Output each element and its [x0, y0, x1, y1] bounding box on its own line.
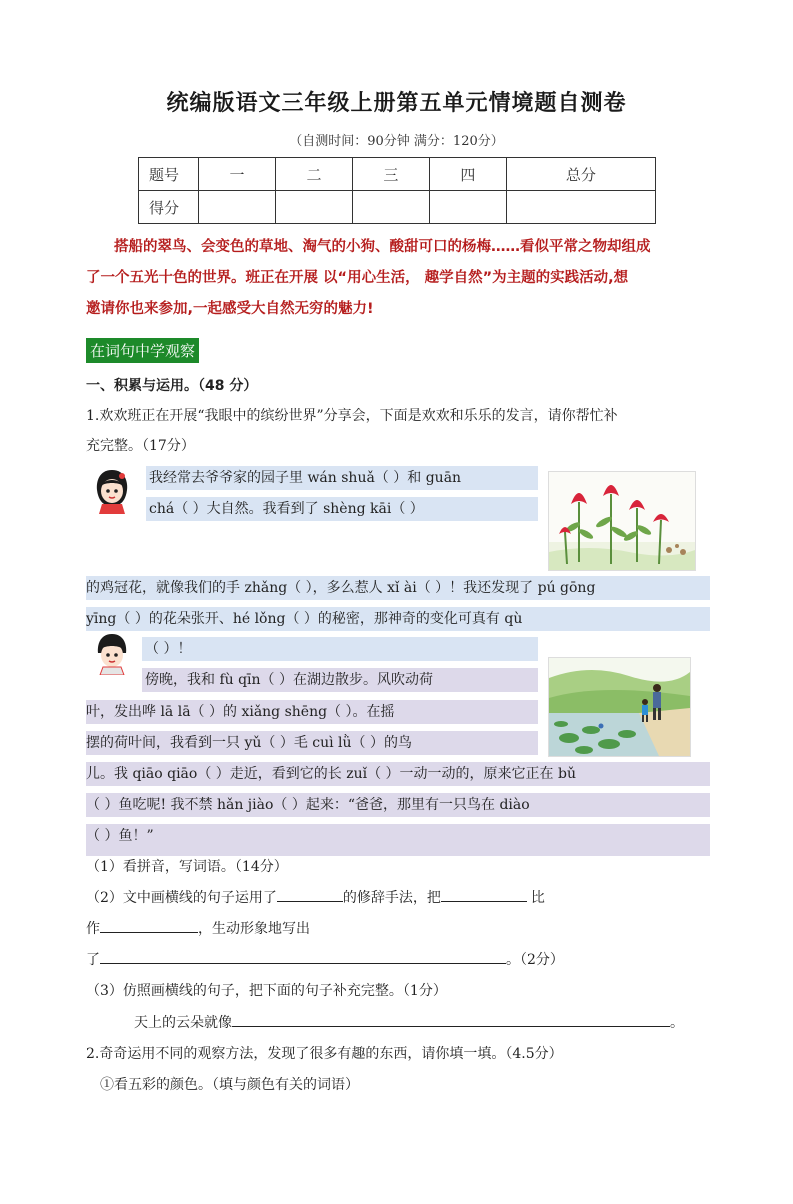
lele-speech-line: 摆的荷叶间，我看到一只 yǔ（ ）毛 cuì lǜ（ ）的鸟 [86, 731, 538, 755]
huanhuan-speech-line: 我经常去爷爷家的园子里 wán shuǎ（ ）和 guān [146, 466, 538, 490]
sub-question-2-cont [86, 918, 310, 940]
lake-walk-image [548, 657, 691, 757]
section-title: 一、积累与运用。（48 分） [86, 378, 258, 394]
page-title: 统编版语文三年级上册第五单元情境题自测卷 [166, 91, 627, 116]
score-header-4: 四 [429, 158, 506, 191]
section-heading-banner: 在词句中学观察 [86, 338, 199, 363]
huanhuan-speech-line: yīng（ ）的花朵张开、hé lǒng（ ）的秘密，那神奇的变化可真有 qù [86, 607, 710, 631]
sub-question-2-text: 的修辞手法，把 [342, 890, 441, 906]
score-cell[interactable] [429, 191, 506, 224]
intro-paragraph [86, 232, 710, 325]
answer-blank-subject[interactable] [441, 888, 527, 902]
lele-speech-line: （ ）鱼！” [86, 824, 710, 856]
girl-avatar-icon [92, 468, 132, 514]
score-header-3: 三 [352, 158, 429, 191]
question-1-line: 充完整。（17分） [86, 438, 195, 454]
score-cell[interactable] [506, 191, 655, 224]
intro-line: 邀请你也来参加,一起感受大自然无穷的魅力! [86, 301, 374, 317]
intro-line: 搭船的翠鸟、会变色的草地、淘气的小狗、酸甜可口的杨梅……看似平常之物却组成 [114, 239, 651, 255]
score-cell[interactable] [199, 191, 276, 224]
score-cell[interactable] [352, 191, 429, 224]
answer-blank-object[interactable] [100, 919, 198, 933]
sub-question-2-text: （2）文中画横线的句子运用了 [86, 890, 277, 906]
sub-question-3: （3）仿照画横线的句子，把下面的句子补充完整。（1分） [86, 983, 447, 999]
score-cell[interactable] [275, 191, 352, 224]
lele-speech-line: （ ）鱼吃呢! 我不禁 hǎn jiào（ ）起来：“爸爸，那里有一只鸟在 diào [86, 793, 710, 817]
sub-question-2 [86, 887, 545, 909]
question-1-line: 1.欢欢班正在开展“我眼中的缤纷世界”分享会，下面是欢欢和乐乐的发言，请你帮忙补 [86, 408, 618, 424]
cockscomb-flower-image [548, 471, 696, 571]
lele-speech-line: 叶，发出哗 lā lā（ ）的 xiǎng shēng（ ）。在摇 [86, 700, 538, 724]
score-header-0: 题号 [139, 158, 199, 191]
score-header-1: 一 [199, 158, 276, 191]
score-row-label: 得分 [139, 191, 199, 224]
page-subtitle: （自测时间：90分钟 满分：120分） [289, 134, 504, 149]
score-table [138, 157, 656, 224]
answer-blank-cloud[interactable] [232, 1013, 670, 1027]
sub-question-2-text: 了 [86, 952, 100, 968]
sub-question-2-text: 。（2分） [506, 952, 564, 968]
huanhuan-speech-line: chá（ ）大自然。我看到了 shèng kāi（ ） [146, 497, 538, 521]
answer-blank-rhetoric[interactable] [277, 888, 343, 902]
sub-question-2-cont [86, 949, 564, 971]
sub-question-2-text: ，生动形象地写出 [198, 921, 310, 937]
boy-avatar-icon [92, 631, 132, 675]
question-2-item-1: ①看五彩的颜色。（填与颜色有关的词语） [100, 1077, 359, 1093]
answer-blank-description[interactable] [100, 950, 506, 964]
huanhuan-speech-line: （ ）！ [142, 637, 538, 661]
sub-question-3-answer [134, 1012, 684, 1034]
question-2: 2.奇奇运用不同的观察方法，发现了很多有趣的东西，请你填一填。（4.5分） [86, 1046, 563, 1062]
intro-line: 了一个五光十色的世界。班正在开展 以“用心生活， 趣学自然”为主题的实践活动,想 [86, 270, 629, 286]
lele-speech-line: 儿。我 qiāo qiāo（ ）走近，看到它的长 zuǐ（ ）一动一动的，原来它正在 bǔ [86, 762, 710, 786]
sub-question-3-text: 。 [670, 1015, 684, 1031]
score-header-5: 总分 [506, 158, 655, 191]
sub-question-2-text: 比 [530, 890, 545, 906]
sub-question-3-text: 天上的云朵就像 [134, 1015, 232, 1031]
sub-question-1: （1）看拼音，写词语。（14分） [86, 859, 288, 875]
score-header-2: 二 [275, 158, 352, 191]
huanhuan-speech-line: 的鸡冠花，就像我们的手 zhǎng（ ），多么惹人 xǐ ài（ ）！我还发现了 pú gōng [86, 576, 710, 600]
sub-question-2-text: 作 [86, 921, 100, 937]
lele-speech-line: 傍晚，我和 fù qīn（ ）在湖边散步。风吹动荷 [142, 668, 538, 692]
